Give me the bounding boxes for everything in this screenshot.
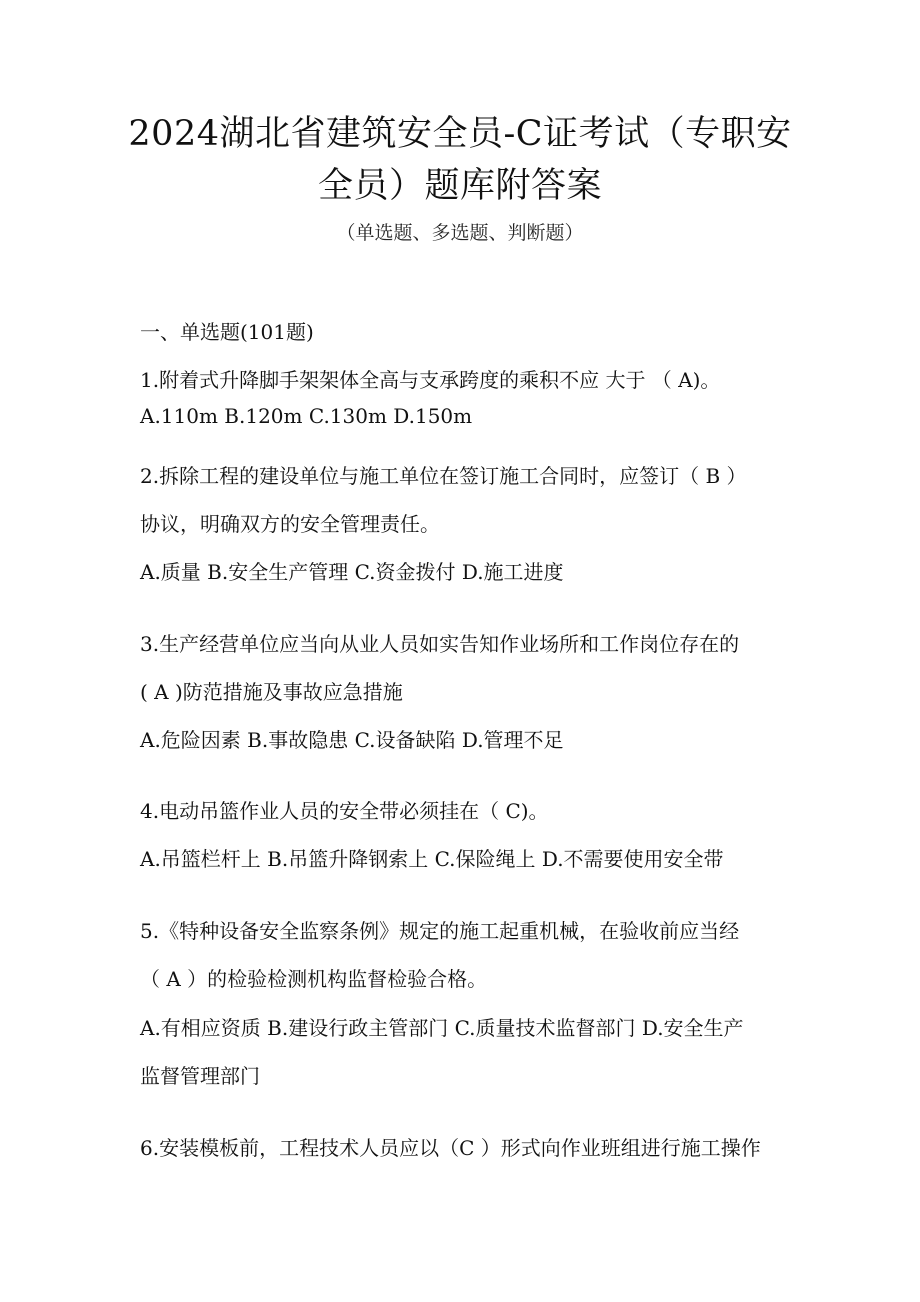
question-2-options: A.质量 B.安全生产管理 C.资金拨付 D.施工进度: [140, 560, 564, 584]
section-heading: 一、单选题(101题): [140, 320, 314, 344]
question-5-line-1: 5.《特种设备安全监察条例》规定的施工起重机械，在验收前应当经: [140, 919, 740, 943]
question-3-line-1: 3.生产经营单位应当向从业人员如实告知作业场所和工作岗位存在的: [140, 632, 740, 656]
document-subtitle: （单选题、多选题、判断题）: [336, 222, 584, 244]
question-4-line-1: 4.电动吊篮作业人员的安全带必须挂在（ C)。: [140, 799, 549, 823]
question-4-options: A.吊篮栏杆上 B.吊篮升降钢索上 C.保险绳上 D.不需要使用安全带: [140, 847, 724, 871]
title-line-2: 全员）题库附答案: [317, 166, 602, 206]
document-title: [100, 108, 820, 212]
question-6-line-1: 6.安装模板前，工程技术人员应以（C ）形式向作业班组进行施工操作: [140, 1136, 761, 1160]
question-3-line-2: ( A )防范措施及事故应急措施: [140, 680, 403, 704]
question-3-options: A.危险因素 B.事故隐患 C.设备缺陷 D.管理不足: [140, 728, 564, 752]
question-1-line-1: 1.附着式升降脚手架架体全高与支承跨度的乘积不应 大于 （ A)。: [140, 368, 721, 392]
question-1-options: A.110m B.120m C.130m D.150m: [140, 404, 473, 428]
title-line-1: 2024湖北省建筑安全员-C证考试（专职安: [128, 114, 792, 154]
question-5-options-cont: 监督管理部门: [140, 1064, 260, 1088]
question-5-line-2: （ A ）的检验检测机构监督检验合格。: [140, 967, 488, 991]
question-2-line-1: 2.拆除工程的建设单位与施工单位在签订施工合同时，应签订（ B ）: [140, 464, 747, 488]
question-2-line-2: 协议，明确双方的安全管理责任。: [140, 512, 440, 536]
question-5-options: A.有相应资质 B.建设行政主管部门 C.质量技术监督部门 D.安全生产: [140, 1016, 744, 1040]
